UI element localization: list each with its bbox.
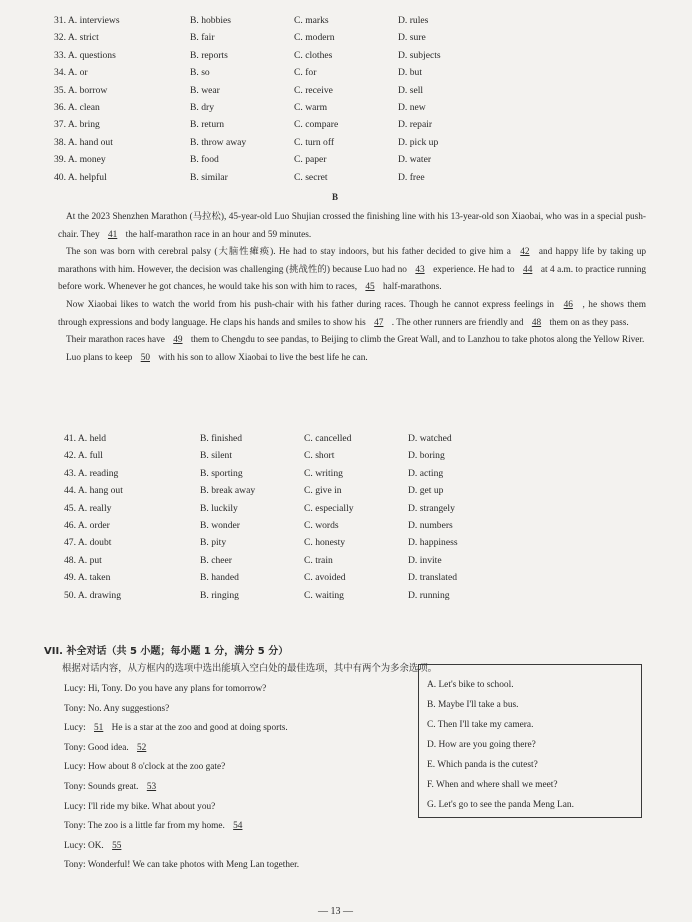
blank-41: 41 — [107, 229, 118, 240]
option-row — [64, 569, 518, 586]
option-a: 39. A. money — [54, 154, 106, 166]
option-a: 49. A. taken — [64, 572, 111, 584]
option-a: 50. A. drawing — [64, 589, 122, 601]
option-c: C. words — [304, 520, 339, 532]
option-b: B. sporting — [200, 467, 243, 479]
option-row — [54, 151, 508, 168]
options-table-31-40 — [54, 12, 508, 186]
option-a: 35. A. borrow — [54, 84, 108, 96]
option-b: B. pity — [200, 537, 227, 549]
option-row — [64, 482, 518, 499]
option-d: D. watched — [408, 433, 452, 444]
option-a: 33. A. questions — [54, 49, 116, 61]
blank-43: 43 — [415, 264, 425, 275]
option-a: 40. A. helpful — [54, 171, 107, 183]
dialogue-line: Tony: The zoo is a little far from my home. 54 — [64, 817, 299, 837]
option-d: D. rules — [398, 15, 429, 26]
option-b: B. similar — [190, 171, 228, 183]
option-b: B. handed — [200, 572, 239, 584]
option-c: C. give in — [304, 485, 342, 497]
option-b: B. luckily — [200, 502, 238, 514]
option-d: D. repair — [398, 119, 433, 131]
option-d: D. subjects — [398, 49, 441, 61]
dialogue-line: Lucy: Hi, Tony. Do you have any plans for tomorrow? — [64, 684, 267, 694]
option-c: C. especially — [304, 502, 354, 514]
option-d: D. boring — [408, 450, 445, 462]
option-d: D. water — [398, 154, 432, 166]
option-row — [54, 169, 508, 186]
page-number: — 13 — — [318, 906, 353, 917]
dialogue-line: Tony: Wonderful! We can take photos with Meng Lan together. — [64, 860, 300, 871]
option-a: 42. A. full — [64, 450, 103, 462]
option-row — [54, 47, 508, 64]
blank-51: 51 — [94, 723, 104, 734]
option-b: B. wear — [190, 84, 220, 96]
option-d: D. but — [398, 67, 422, 79]
option-c: C. receive — [294, 84, 333, 96]
option-row — [64, 517, 518, 534]
option-a: 45. A. really — [64, 502, 112, 514]
option-row — [64, 587, 518, 604]
blank-50: 50 — [140, 352, 150, 363]
option-d: D. free — [398, 171, 425, 183]
option-a: 41. A. held — [64, 433, 107, 444]
option-row — [54, 82, 508, 99]
option-a: 43. A. reading — [64, 467, 119, 479]
option-c: C. short — [304, 450, 335, 462]
option-b: B. cheer — [200, 554, 232, 566]
option-b: B. finished — [200, 433, 243, 444]
section-7-instructions: 根据对话内容，从方框内的选项中选出能填入空白处的最佳选项，其中有两个为多余选项。 — [62, 663, 438, 674]
option-b: B. fair — [190, 32, 215, 44]
blank-47: 47 — [374, 317, 384, 328]
option-a: 36. A. clean — [54, 102, 100, 114]
blank-48: 48 — [531, 317, 542, 328]
passage-paragraph-3: Now Xiaobai likes to watch the world from his push-chair with his father during races. Though he cannot express feelings in 46 , he shows them through expressions and body language. He claps his hands and smiles to show his 47 . The other runners are friendly and 48 them on as they pass. — [58, 299, 646, 328]
option-row — [54, 134, 508, 151]
option-a: 32. A. strict — [54, 32, 99, 44]
dialogue — [64, 680, 299, 876]
dialogue-line: Tony: Sounds great. 53 — [64, 778, 299, 798]
dialogue-line: Lucy: How about 8 o'clock at the zoo gate? — [64, 762, 226, 773]
choice-item: F. When and where shall we meet? — [427, 780, 558, 790]
option-b: B. throw away — [190, 136, 247, 148]
option-d: D. sell — [398, 84, 424, 96]
options-table-41-50 — [64, 430, 518, 604]
option-d: D. invite — [408, 554, 442, 566]
dialogue-line: Lucy: I'll ride my bike. What about you? — [64, 801, 216, 812]
option-b: B. hobbies — [190, 15, 232, 26]
option-d: D. pick up — [398, 136, 439, 148]
dialogue-line: Lucy: 51 He is a star at the zoo and good at doing sports. — [64, 723, 288, 734]
dialogue-line: Lucy: OK. 55 — [64, 837, 299, 857]
option-b: B. ringing — [200, 589, 239, 601]
option-b: B. dry — [190, 102, 214, 114]
section-letter: B — [332, 192, 339, 202]
blank-49: 49 — [173, 335, 183, 346]
option-c: C. turn off — [294, 136, 335, 148]
option-a: 38. A. hand out — [54, 136, 113, 148]
blank-44: 44 — [523, 264, 533, 275]
reading-passage — [58, 209, 646, 367]
option-c: C. for — [294, 67, 317, 79]
option-a: 34. A. or — [54, 67, 88, 79]
choice-item: G. Let's go to see the panda Meng Lan. — [427, 800, 574, 810]
option-row — [64, 552, 518, 569]
option-d: D. acting — [408, 467, 444, 479]
blank-45: 45 — [365, 282, 375, 293]
option-c: C. clothes — [294, 49, 333, 61]
passage-paragraph-2: The son was born with cerebral palsy (大脑性瘫痪). He had to stay indoors, but his father decided to give him a 42 and happy life by taking up marathons with him. However, the decision was challenging (挑战性的) because Luo had no 43 experience. He had to 44 at 4 a.m. to practice running before work. Whenever he got chances, he would take his son with him to races, 45 half-marathons. — [58, 247, 647, 293]
option-a: 31. A. interviews — [54, 15, 120, 26]
option-b: B. food — [190, 154, 219, 166]
option-c: C. train — [304, 554, 333, 566]
option-row — [54, 12, 508, 29]
dialogue-line: Tony: No. Any suggestions? — [64, 703, 170, 714]
option-d: D. running — [408, 589, 450, 601]
option-d: D. get up — [408, 485, 444, 497]
option-c: C. secret — [294, 171, 328, 183]
blank-53: 53 — [146, 781, 157, 792]
option-a: 48. A. put — [64, 554, 102, 566]
option-c: C. modern — [294, 32, 335, 44]
blank-52: 52 — [137, 742, 147, 753]
option-c: C. warm — [294, 102, 328, 114]
option-a: 47. A. doubt — [64, 537, 112, 549]
option-b: B. reports — [190, 49, 228, 61]
option-row — [54, 99, 508, 116]
option-row — [64, 534, 518, 551]
dialogue-line: Tony: Good idea. 52 — [64, 739, 299, 759]
choice-item: A. Let's bike to school. — [427, 680, 514, 690]
option-c: C. cancelled — [304, 433, 352, 444]
option-c: C. waiting — [304, 589, 344, 601]
option-c: C. writing — [304, 467, 343, 479]
passage-paragraph-5: Luo plans to keep 50 with his son to allow Xiaobai to live the best life he can. — [66, 352, 368, 363]
option-a: 44. A. hang out — [64, 485, 123, 497]
choice-item: E. Which panda is the cutest? — [427, 760, 538, 770]
blank-55: 55 — [112, 840, 122, 851]
option-d: D. sure — [398, 32, 426, 44]
option-a: 37. A. bring — [54, 119, 100, 131]
option-row — [54, 116, 508, 133]
option-c: C. avoided — [304, 572, 346, 584]
option-row — [64, 500, 518, 517]
option-d: D. numbers — [408, 520, 453, 532]
option-c: C. compare — [294, 119, 339, 131]
option-c: C. paper — [294, 154, 327, 166]
option-b: B. wonder — [200, 520, 240, 532]
choices-box — [418, 664, 642, 818]
option-c: C. marks — [294, 15, 329, 26]
option-row — [54, 64, 508, 81]
choice-item: C. Then I'll take my camera. — [427, 720, 534, 730]
choice-item: B. Maybe I'll take a bus. — [427, 700, 519, 710]
passage-paragraph-4: Their marathon races have 49 them to Chengdu to see pandas, to Beijing to climb the Great Wall, and to Lanzhou to take photos along the Yellow River. — [66, 335, 645, 346]
blank-54: 54 — [233, 821, 243, 832]
option-row — [64, 430, 518, 447]
section-7-title: VII. 补全对话（共 5 小题；每小题 1 分，满分 5 分） — [44, 646, 289, 657]
option-a: 46. A. order — [64, 520, 110, 532]
option-row — [54, 29, 508, 46]
option-d: D. strangely — [408, 502, 455, 514]
option-b: B. silent — [200, 450, 232, 462]
blank-42: 42 — [520, 247, 530, 258]
option-d: D. new — [398, 102, 426, 114]
option-row — [64, 447, 518, 464]
option-b: B. so — [190, 67, 210, 79]
option-b: B. return — [190, 119, 225, 131]
option-c: C. honesty — [304, 537, 346, 549]
blank-46: 46 — [563, 299, 573, 310]
option-row — [64, 465, 518, 482]
choice-item: D. How are you going there? — [427, 740, 536, 750]
option-b: B. break away — [200, 485, 256, 497]
passage-paragraph-1: At the 2023 Shenzhen Marathon (马拉松), 45-year-old Luo Shujian crossed the finishing line with his 13-year-old son Xiaobai, who was in a special push-chair. They 41 the half-marathon race in an hour and 59 minutes. — [58, 212, 646, 240]
option-d: D. happiness — [408, 537, 458, 549]
option-d: D. translated — [408, 572, 458, 584]
